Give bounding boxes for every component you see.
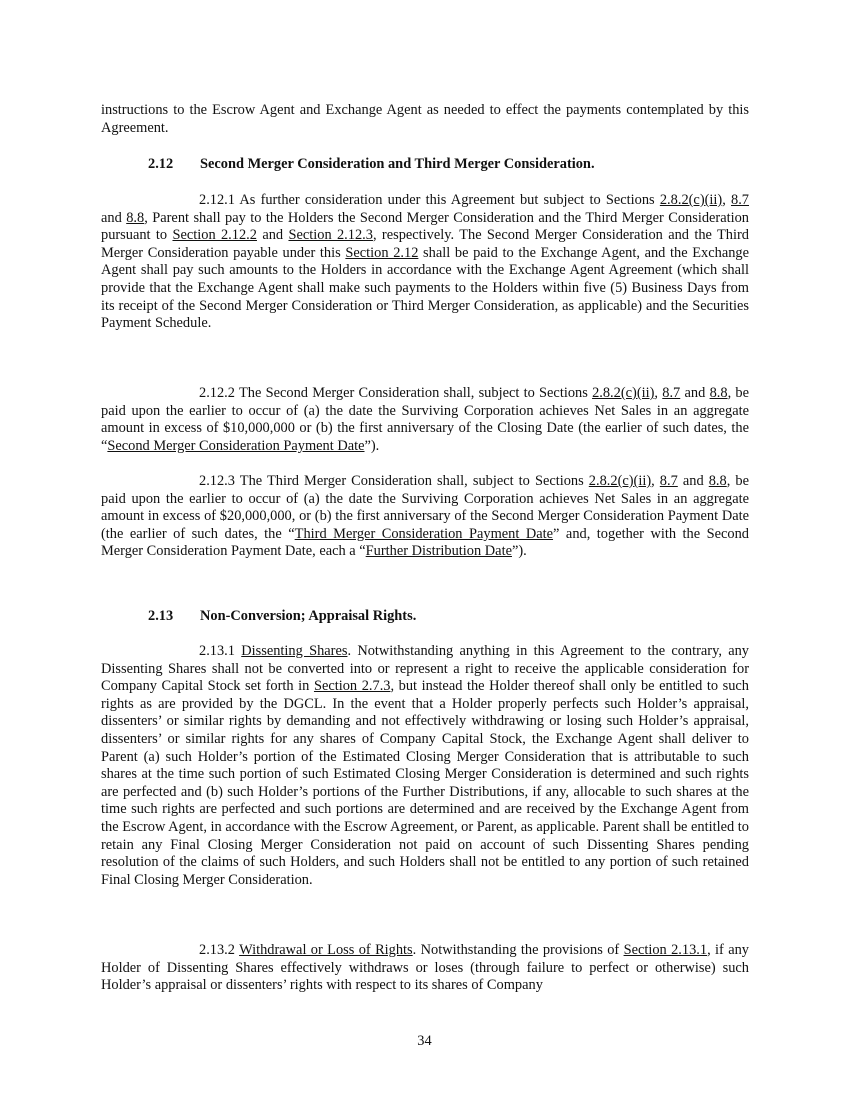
subsection-title: Dissenting Shares (241, 643, 348, 659)
section-ref: 8.8 (709, 385, 728, 401)
section-number: 2.13 (148, 608, 174, 624)
section-ref: Section 2.12 (345, 244, 419, 261)
section-ref: 2.8.2(c)(ii) (659, 192, 723, 208)
text: 2.12.1 As further consideration under this Agreement but subject to Sections (199, 192, 660, 208)
text: ”). (364, 437, 380, 454)
text: 2.12.3 The Third Merger Consideration shall, subject to Sections (199, 473, 589, 489)
paragraph-2-12-2 (101, 385, 749, 455)
text: and (101, 209, 127, 226)
section-ref: 8.8 (126, 209, 145, 226)
section-ref: 8.7 (731, 192, 749, 208)
intro-paragraph: instructions to the Escrow Agent and Exchange Agent as needed to effect the payments contemplated by this Agreement. (101, 102, 749, 136)
section-2-13-heading: 2.13 Non-Conversion; Appraisal Rights. (148, 608, 417, 624)
text: , but instead the Holder thereof shall only be entitled to such rights as are provided by the DGCL. In the event that a Holder properly perfects such Holder’s appraisal, dissenters’ or similar rights by demanding and not effectively withdrawing or losing such Holder’s appraisal, dissenters’ or similar rights for any shares of Company Capital Stock, the Exchange Agent shall deliver to Parent (a) such Holder’s portion of the Estimated Closing Merger Consideration that is attributable to such shares at the time such portion of such Estimated Closing Merger Consideration is determined and such rights are perfected and (b) such Holder’s portions of the Further Distributions, if any, allocable to such shares at the time such rights are perfected and such portions are determined and are received by the Exchange Agent from the Escrow Agent, in accordance with the Escrow Agreement, or Parent, as applicable. Parent shall be entitled to retain any Final Closing Merger Consideration not paid on account of such Dissenting Shares pending resolution of the claims of such Holders, and such Holders shall not be entitled to any portion of such retained Final Closing Merger Consideration. (101, 678, 749, 888)
section-title: Second Merger Consideration and Third Merger Consideration (200, 156, 591, 172)
section-ref: 2.8.2(c)(ii) (592, 385, 655, 401)
section-2-12-heading: 2.12 Second Merger Consideration and Third Merger Consideration. (148, 156, 595, 172)
section-ref: 8.7 (659, 473, 678, 489)
section-ref: 8.8 (708, 473, 727, 489)
text: 2.13.2 (199, 942, 240, 958)
paragraph-2-12-1 (101, 192, 749, 333)
text: 2.13.1 (199, 643, 242, 659)
text: , (651, 473, 660, 489)
section-title: Non-Conversion; Appraisal Rights (200, 608, 413, 624)
text: , Parent shall pay to the Holders the Second Merger Consideration and the Third Merger Consideration pursuant to (101, 209, 749, 244)
paragraph-2-12-3 (101, 473, 749, 561)
text: 2.12.2 The Second Merger Consideration shall, subject to Sections (199, 385, 593, 401)
text: , be paid upon the earlier to occur of (a) the date the Surviving Corporation achieves Net Sales in an aggregate amount in excess of $20,000,000, or (b) the first anniversary of the Second Merger Consideration Payment Date (the earlier of such dates, the “ (101, 473, 749, 542)
section-ref: 8.7 (662, 385, 681, 401)
section-ref: 2.8.2(c)(ii) (588, 473, 652, 489)
section-ref: Section 2.12.3 (288, 227, 373, 244)
text: and (680, 385, 710, 401)
text: , (722, 192, 731, 208)
section-number: 2.12 (148, 156, 174, 172)
text: , if any Holder of Dissenting Shares effectively withdraws or loses (through failure to perfect or otherwise) such Holder’s appraisal or dissenters’ rights with respect to its shares of Company (101, 942, 749, 994)
paragraph-2-13-1 (101, 643, 749, 889)
text: and (677, 473, 709, 489)
text: ”). (511, 543, 527, 560)
section-ref: Section 2.13.1 (623, 942, 708, 958)
paragraph-2-13-2 (101, 942, 749, 995)
text: . Notwithstanding anything in this Agreement to the contrary, any Dissenting Shares shall not be converted into or represent a right to receive the applicable consideration for Company Capital Stock set forth in (101, 643, 749, 695)
text: . Notwithstanding the provisions of (412, 942, 624, 958)
defined-term: Further Distribution Date (365, 543, 512, 560)
page-number: 34 (417, 1033, 432, 1049)
text: , respectively. The Second Merger Consideration and the Third Merger Consideration payable under this (101, 227, 749, 261)
defined-term: Second Merger Consideration Payment Date (107, 437, 365, 454)
text: , be paid upon the earlier to occur of (a) the date the Surviving Corporation achieves Net Sales in an aggregate amount in excess of $10,000,000 or (b) the first anniversary of the Closing Date (the earlier of such dates, the “ (101, 385, 749, 454)
text: shall be paid to the Exchange Agent, and the Exchange Agent shall pay such amounts to the Holders in accordance with the Exchange Agent Agreement (which shall provide that the Exchange Agent shall make such payments to the Holders within five (5) Business Days from its receipt of the Second Merger Consideration or Third Merger Consideration, as applicable) and the Securities Payment Schedule. (101, 244, 749, 332)
defined-term: Third Merger Consideration Payment Date (294, 525, 554, 542)
text: ” and, together with the Second Merger Consideration Payment Date, each a “ (101, 525, 750, 560)
text: , (654, 385, 663, 401)
section-ref: Section 2.7.3 (313, 678, 391, 695)
section-ref: Section 2.12.2 (172, 227, 257, 244)
subsection-title: Withdrawal or Loss of Rights (239, 942, 413, 958)
text: and (256, 227, 289, 244)
